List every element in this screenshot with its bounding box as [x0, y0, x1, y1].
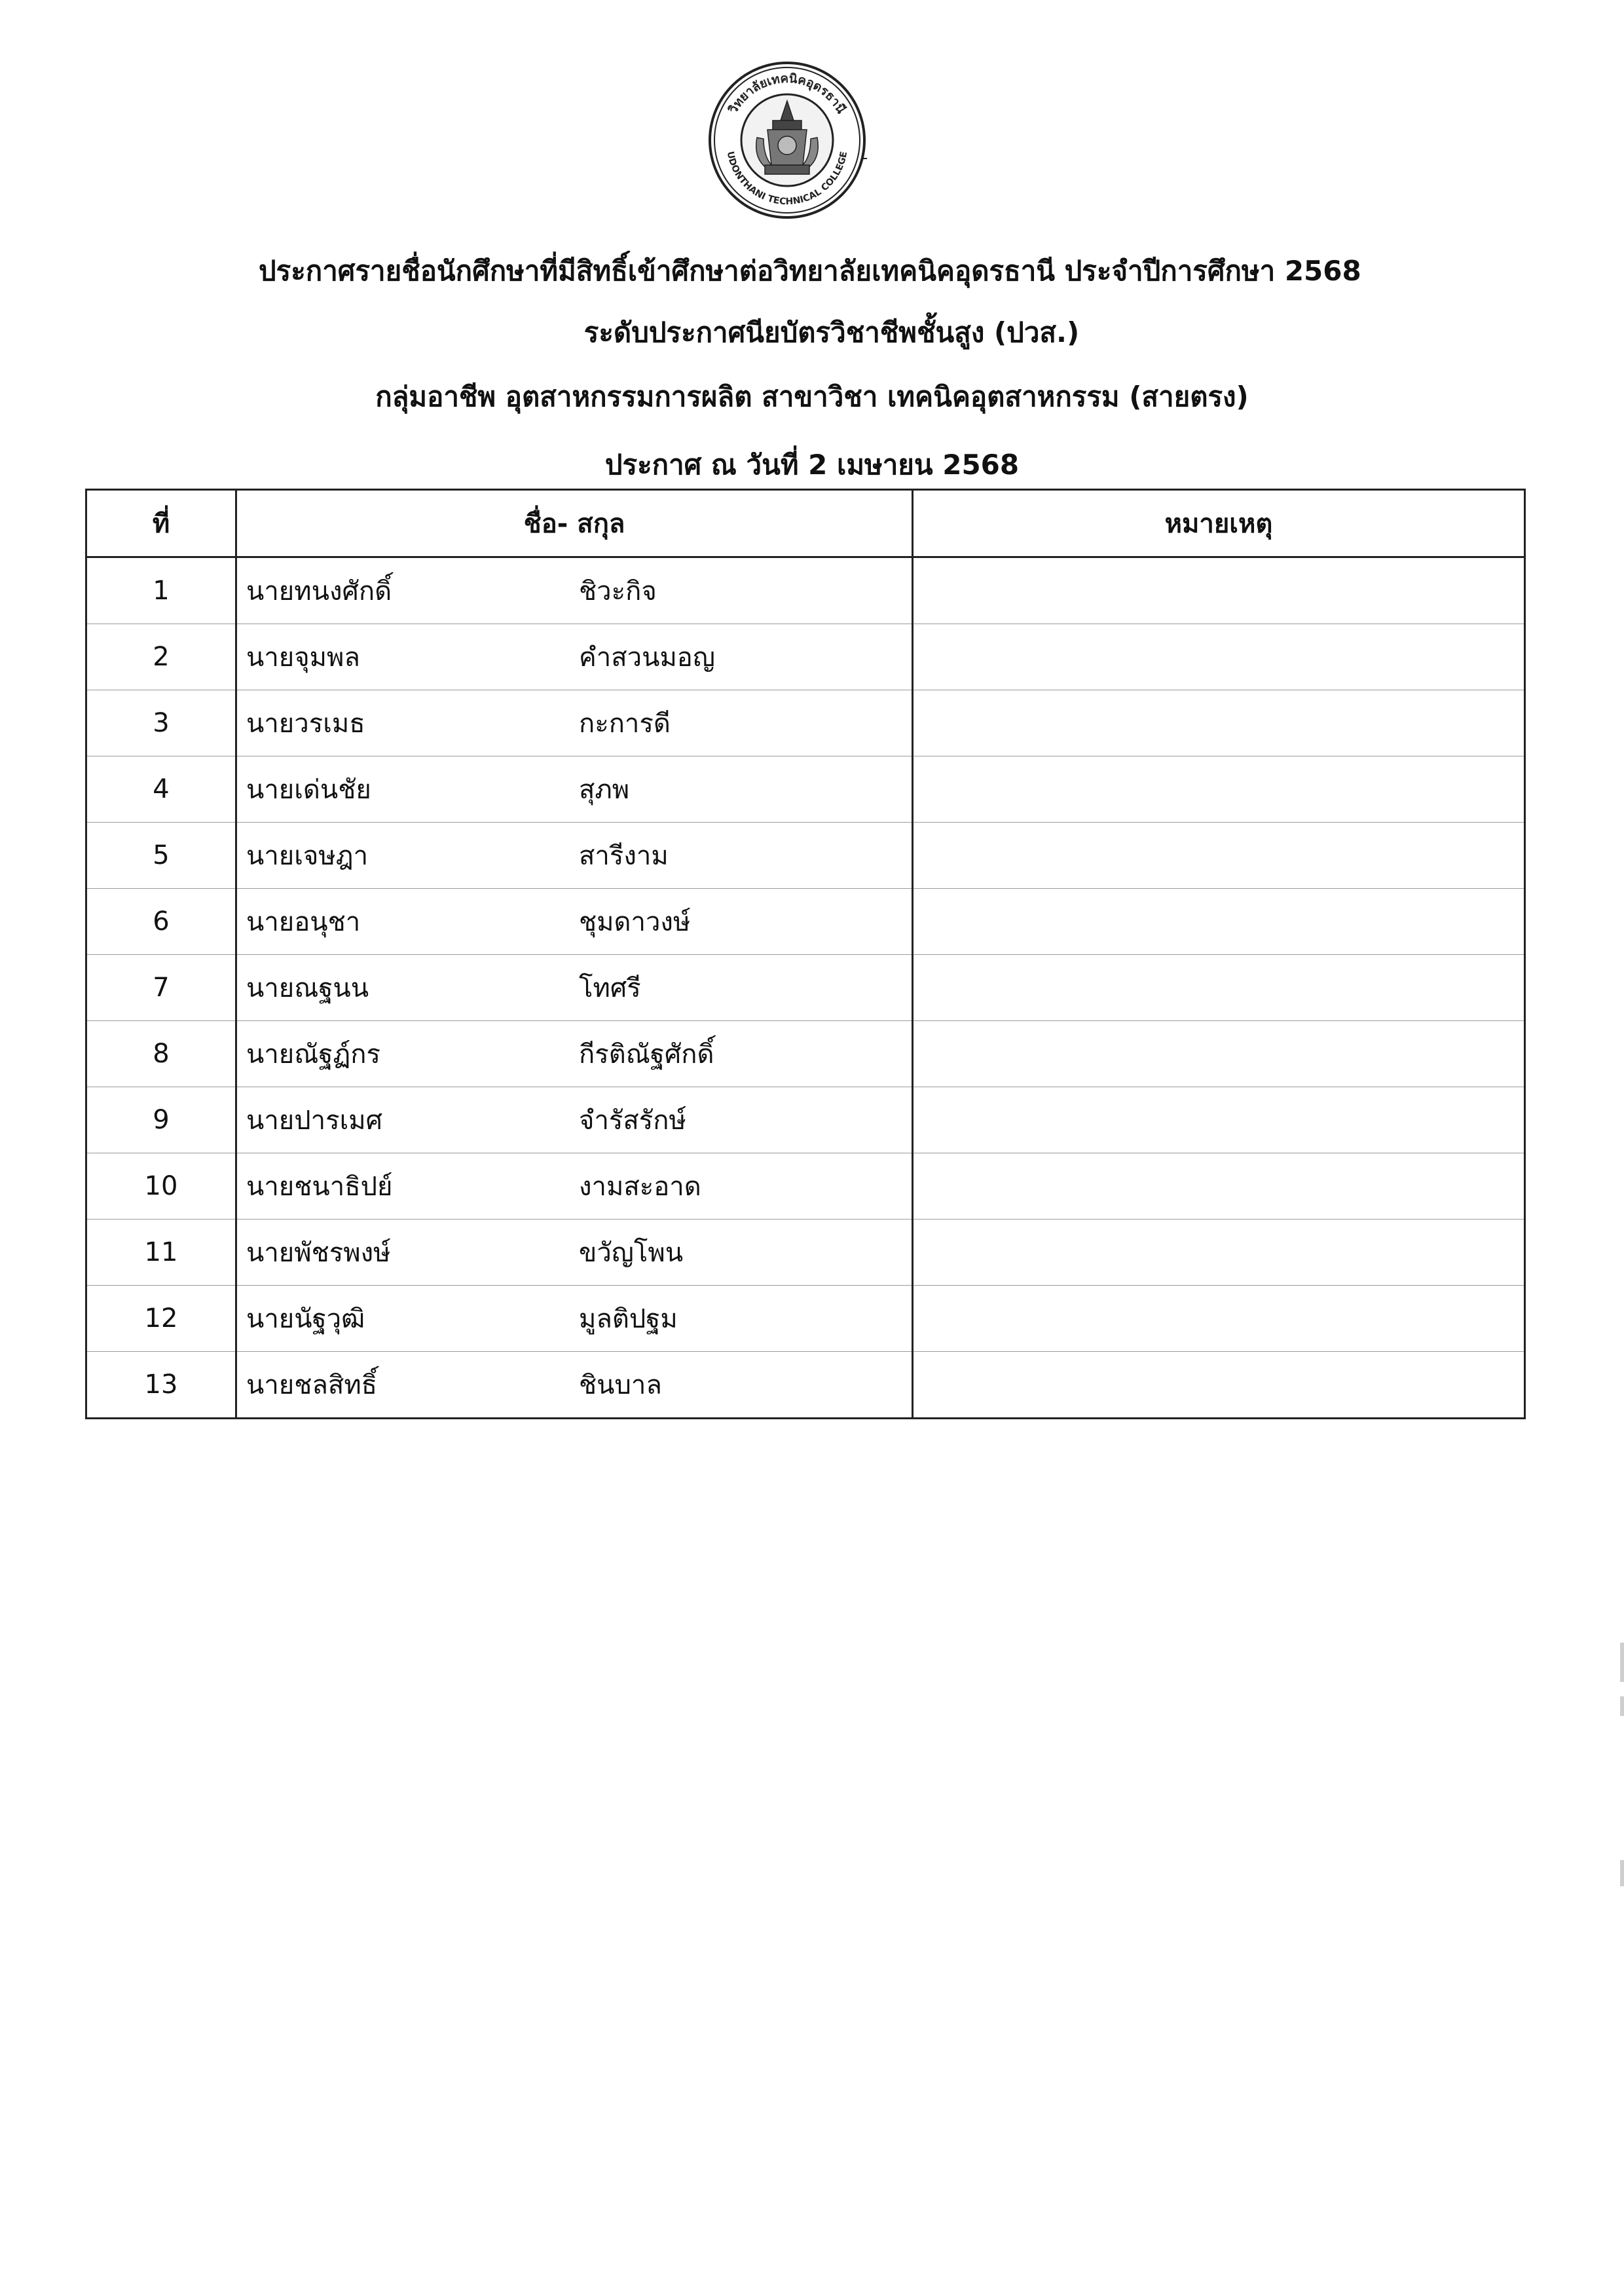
remark-cell	[913, 955, 1525, 1021]
scan-edge-mark	[1620, 1860, 1624, 1886]
table-row	[86, 1153, 1525, 1220]
remark-cell	[913, 690, 1525, 756]
student-name-cell	[236, 823, 913, 889]
student-roster-table	[85, 489, 1526, 1419]
student-first-name: นายอนุชา	[246, 907, 361, 937]
table-row	[86, 1220, 1525, 1286]
student-name-cell	[236, 1352, 913, 1419]
student-name-cell	[236, 1087, 913, 1153]
student-name-cell	[236, 756, 913, 823]
student-last-name: ชิวะกิจ	[579, 576, 657, 606]
table-row	[86, 624, 1525, 690]
remark-cell	[913, 1021, 1525, 1087]
remark-cell	[913, 823, 1525, 889]
student-last-name: สุภพ	[579, 775, 630, 805]
table-row	[86, 690, 1525, 756]
table-row	[86, 889, 1525, 955]
row-number: 9	[86, 1087, 236, 1153]
remark-cell	[913, 1220, 1525, 1286]
svg-text:UDONTHANI TECHNICAL COLLEGE: UDONTHANI TECHNICAL COLLEGE	[724, 150, 850, 208]
remark-cell	[913, 557, 1525, 624]
student-last-name: ชุมดาวงษ์	[579, 907, 691, 937]
remark-cell	[913, 624, 1525, 690]
student-first-name: นายชลสิทธิ์	[246, 1370, 378, 1400]
remark-cell	[913, 1153, 1525, 1220]
remark-cell	[913, 756, 1525, 823]
row-number: 1	[86, 557, 236, 624]
row-number: 11	[86, 1220, 236, 1286]
student-last-name: กะการดี	[579, 709, 671, 739]
announcement-date: ประกาศ ณ วันที่ 2 เมษายน 2568	[604, 449, 1020, 481]
table-row	[86, 1352, 1525, 1419]
student-first-name: นายเด่นชัย	[246, 775, 371, 805]
remark-cell	[913, 1087, 1525, 1153]
college-seal-logo	[707, 60, 867, 220]
column-header-remark: หมายเหตุ	[913, 490, 1525, 557]
student-first-name: นายณัฐฏ์กร	[246, 1039, 380, 1070]
remark-cell	[913, 889, 1525, 955]
student-name-cell	[236, 690, 913, 756]
row-number: 12	[86, 1286, 236, 1352]
student-last-name: กีรติณัฐศักดิ์	[579, 1039, 714, 1070]
announcement-title: ประกาศรายชื่อนักศึกษาที่มีสิทธิ์เข้าศึกษาต่อวิทยาลัยเทคนิคอุดรธานี ประจำปีการศึกษา 2568	[259, 255, 1361, 287]
student-first-name: นายทนงศักดิ์	[246, 576, 392, 606]
table-header-row	[86, 490, 1525, 557]
student-first-name: นายพัชรพงษ์	[246, 1238, 391, 1268]
student-name-cell	[236, 889, 913, 955]
student-first-name: นายวรเมธ	[246, 709, 365, 739]
student-name-cell	[236, 1286, 913, 1352]
row-number: 5	[86, 823, 236, 889]
student-first-name: นายปารเมศ	[246, 1106, 383, 1136]
row-number: 2	[86, 624, 236, 690]
student-first-name: นายชนาธิปย์	[246, 1172, 393, 1202]
student-first-name: นายณฐนน	[246, 973, 369, 1003]
table-row	[86, 1286, 1525, 1352]
student-name-cell	[236, 955, 913, 1021]
row-number: 10	[86, 1153, 236, 1220]
student-last-name: โทศรี	[579, 973, 641, 1003]
student-last-name: สารีงาม	[579, 841, 669, 871]
table-row	[86, 1021, 1525, 1087]
student-name-cell	[236, 624, 913, 690]
column-header-name: ชื่อ- สกุล	[236, 490, 913, 557]
table-row	[86, 756, 1525, 823]
student-last-name: งามสะอาด	[579, 1172, 701, 1202]
row-number: 8	[86, 1021, 236, 1087]
table-row	[86, 823, 1525, 889]
student-first-name: นายเจษฎา	[246, 841, 369, 871]
student-name-cell	[236, 557, 913, 624]
education-level: ระดับประกาศนียบัตรวิชาชีพชั้นสูง (ปวส.)	[583, 316, 1080, 348]
remark-cell	[913, 1352, 1525, 1419]
svg-text:วิทยาลัยเทคนิคอุดรธานี: วิทยาลัยเทคนิคอุดรธานี	[726, 71, 849, 117]
student-first-name: นายนัฐวุฒิ	[246, 1304, 365, 1334]
student-last-name: คำสวนมอญ	[579, 643, 715, 673]
program-field: กลุ่มอาชีพ อุตสาหกรรมการผลิต สาขาวิชา เทคนิคอุตสาหกรรม (สายตรง)	[375, 381, 1249, 413]
scan-edge-mark	[1620, 1643, 1624, 1682]
table-row	[86, 955, 1525, 1021]
student-last-name: จำรัสรักษ์	[579, 1106, 686, 1136]
student-last-name: ขวัญโพน	[579, 1238, 684, 1268]
remark-cell	[913, 1286, 1525, 1352]
table-row	[86, 1087, 1525, 1153]
student-name-cell	[236, 1021, 913, 1087]
student-name-cell	[236, 1220, 913, 1286]
row-number: 3	[86, 690, 236, 756]
row-number: 7	[86, 955, 236, 1021]
scan-edge-mark	[1620, 1696, 1624, 1716]
row-number: 13	[86, 1352, 236, 1419]
row-number: 4	[86, 756, 236, 823]
student-last-name: มูลติปฐม	[579, 1304, 678, 1334]
column-header-no: ที่	[86, 490, 236, 557]
table-row	[86, 557, 1525, 624]
student-name-cell	[236, 1153, 913, 1220]
row-number: 6	[86, 889, 236, 955]
student-first-name: นายจุมพล	[246, 643, 360, 673]
student-last-name: ชินบาล	[579, 1370, 662, 1400]
